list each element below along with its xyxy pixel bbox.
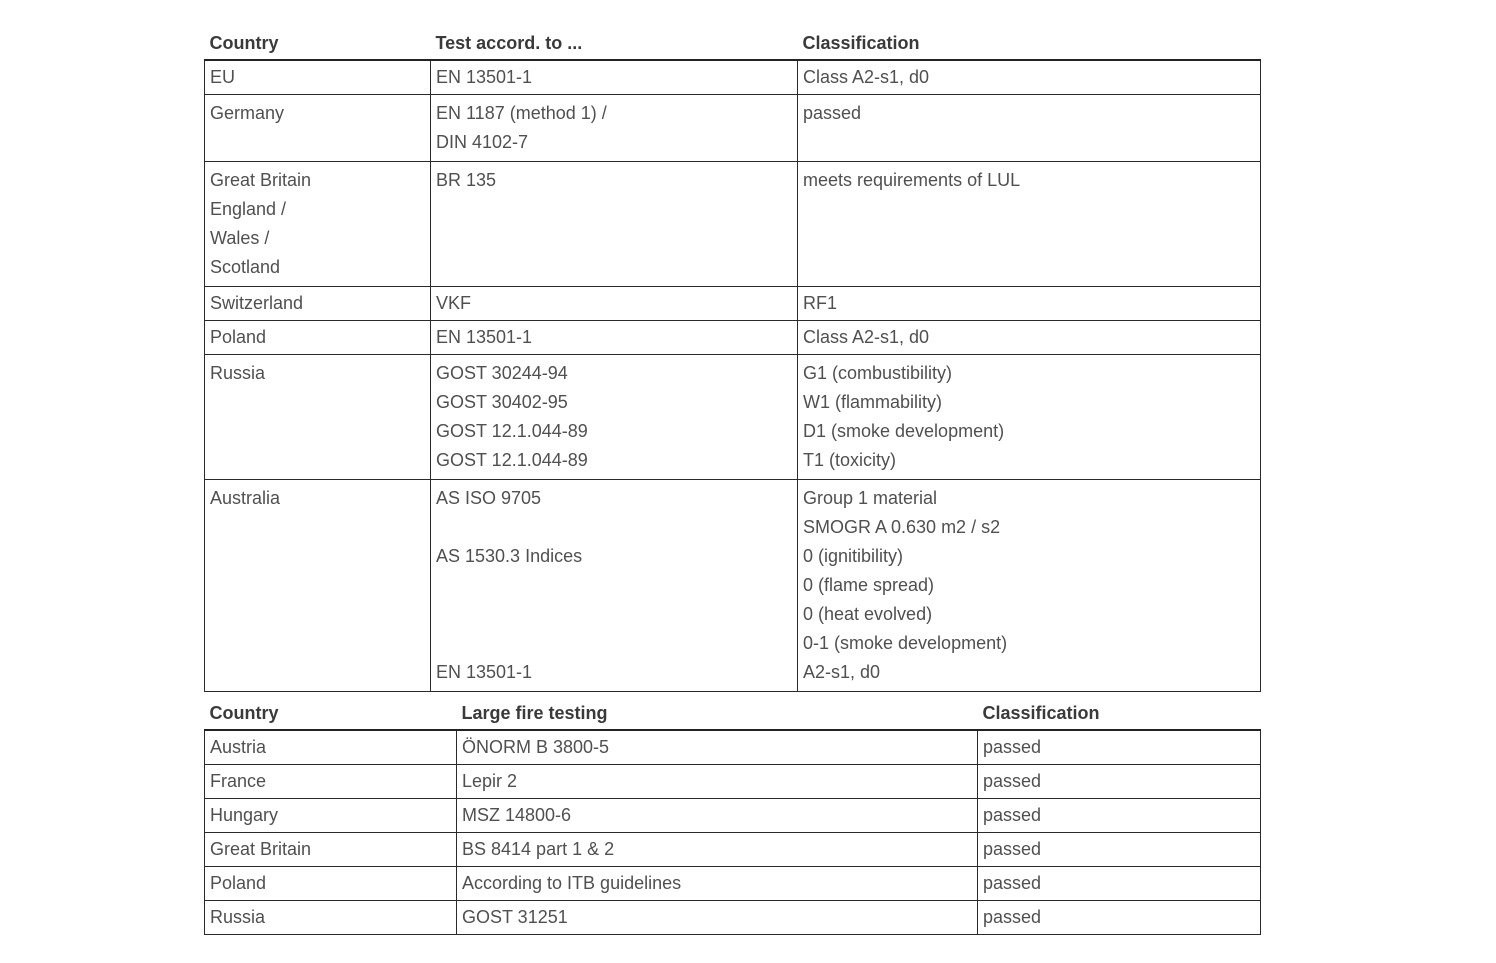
table-header-row [205, 26, 1261, 60]
cell-text: Austria [210, 737, 267, 757]
table-row [205, 765, 1261, 799]
cell-text [436, 629, 792, 658]
cell-country [205, 162, 431, 287]
cell-text: Class A2-s1, d0 [803, 67, 930, 87]
cell-classification [978, 901, 1261, 935]
cell-text: 0 (flame spread) [803, 575, 935, 595]
cell-test [457, 833, 978, 867]
cell-text: Lepir 2 [462, 771, 518, 791]
header-large-fire-testing: Large fire testing [457, 696, 978, 730]
cell-test [457, 765, 978, 799]
cell-text: Poland [210, 327, 267, 347]
cell-text: EU [210, 67, 236, 87]
cell-test [431, 321, 798, 355]
cell-text: RF1 [803, 293, 838, 313]
cell-text: W1 (flammability) [803, 392, 943, 412]
header-classification: Classification [798, 26, 1261, 60]
table-body [205, 730, 1261, 935]
cell-text: 0 (ignitibility) [803, 546, 904, 566]
cell-text: BR 135 [436, 170, 497, 190]
cell-text: MSZ 14800-6 [462, 805, 572, 825]
header-country: Country [205, 26, 431, 60]
cell-text: Hungary [210, 805, 279, 825]
table-row [205, 867, 1261, 901]
table-row [205, 730, 1261, 765]
cell-text: D1 (smoke development) [803, 421, 1005, 441]
header-country: Country [205, 696, 457, 730]
cell-text: England / [210, 199, 287, 219]
table-row [205, 95, 1261, 162]
cell-text: DIN 4102-7 [436, 132, 529, 152]
cell-text: Russia [210, 907, 266, 927]
table-row [205, 355, 1261, 480]
cell-text: Scotland [210, 257, 281, 277]
cell-text: A2-s1, d0 [803, 662, 881, 682]
cell-text: GOST 30244-94 [436, 363, 568, 383]
cell-text: Class A2-s1, d0 [803, 327, 930, 347]
cell-country [205, 901, 457, 935]
cell-text: Germany [210, 103, 285, 123]
table-row [205, 833, 1261, 867]
cell-country [205, 765, 457, 799]
cell-country [205, 867, 457, 901]
cell-test [431, 95, 798, 162]
cell-text: AS 1530.3 Indices [436, 546, 583, 566]
cell-text: passed [983, 907, 1042, 927]
cell-text: GOST 12.1.044-89 [436, 450, 588, 470]
cell-text: Australia [210, 488, 281, 508]
table-body [205, 60, 1261, 692]
cell-country [205, 799, 457, 833]
cell-text: VKF [436, 293, 472, 313]
table-row [205, 901, 1261, 935]
table-row [205, 480, 1261, 692]
table-header-row [205, 696, 1261, 730]
header-classification: Classification [978, 696, 1261, 730]
cell-text: GOST 30402-95 [436, 392, 568, 412]
cell-test [457, 901, 978, 935]
cell-country [205, 833, 457, 867]
cell-text: ÖNORM B 3800-5 [462, 737, 610, 757]
cell-classification [798, 95, 1261, 162]
cell-country [205, 355, 431, 480]
cell-classification [978, 867, 1261, 901]
cell-classification [798, 480, 1261, 692]
cell-text: passed [983, 805, 1042, 825]
cell-text [436, 513, 792, 542]
cell-text: Russia [210, 363, 266, 383]
cell-text: Switzerland [210, 293, 304, 313]
cell-text: EN 13501-1 [436, 67, 533, 87]
cell-classification [798, 60, 1261, 95]
cell-text: meets requirements of LUL [803, 170, 1021, 190]
cell-classification [978, 833, 1261, 867]
table-row [205, 321, 1261, 355]
cell-test [457, 799, 978, 833]
table-row [205, 60, 1261, 95]
cell-text: Wales / [210, 228, 270, 248]
cell-text: passed [983, 737, 1042, 757]
cell-text: BS 8414 part 1 & 2 [462, 839, 615, 859]
cell-text: T1 (toxicity) [803, 450, 897, 470]
cell-text: Great Britain [210, 170, 312, 190]
cell-text: SMOGR A 0.630 m2 / s2 [803, 517, 1001, 537]
cell-text: passed [983, 839, 1042, 859]
cell-country [205, 480, 431, 692]
cell-text: Great Britain [210, 839, 312, 859]
cell-text [436, 571, 792, 600]
cell-text: EN 1187 (method 1) / [436, 103, 607, 123]
cell-text: EN 13501-1 [436, 327, 533, 347]
cell-test [457, 730, 978, 765]
cell-test [431, 60, 798, 95]
cell-text: G1 (combustibility) [803, 363, 953, 383]
cell-text: passed [983, 873, 1042, 893]
cell-test [457, 867, 978, 901]
cell-classification [798, 321, 1261, 355]
cell-classification [798, 355, 1261, 480]
cell-text [436, 600, 792, 629]
cell-text: EN 13501-1 [436, 662, 533, 682]
cell-text: passed [803, 103, 862, 123]
cell-classification [798, 162, 1261, 287]
cell-text: 0 (heat evolved) [803, 604, 933, 624]
cell-text: According to ITB guidelines [462, 873, 682, 893]
header-test: Test accord. to ... [431, 26, 798, 60]
cell-text: passed [983, 771, 1042, 791]
cell-country [205, 287, 431, 321]
table-row [205, 287, 1261, 321]
cell-text: GOST 12.1.044-89 [436, 421, 588, 441]
cell-test [431, 480, 798, 692]
cell-text: GOST 31251 [462, 907, 568, 927]
cell-country [205, 730, 457, 765]
cell-classification [798, 287, 1261, 321]
cell-classification [978, 765, 1261, 799]
cell-classification [978, 730, 1261, 765]
cell-test [431, 355, 798, 480]
cell-text: 0-1 (smoke development) [803, 633, 1008, 653]
cell-test [431, 162, 798, 287]
cell-classification [978, 799, 1261, 833]
cell-test [431, 287, 798, 321]
table-row [205, 162, 1261, 287]
cell-country [205, 60, 431, 95]
cell-country [205, 321, 431, 355]
cell-text: Group 1 material [803, 488, 938, 508]
large-fire-testing-table [204, 696, 1261, 935]
cell-country [205, 95, 431, 162]
cell-text: France [210, 771, 267, 791]
table-row [205, 799, 1261, 833]
fire-classification-table [204, 26, 1261, 692]
cell-text: Poland [210, 873, 267, 893]
cell-text: AS ISO 9705 [436, 488, 542, 508]
